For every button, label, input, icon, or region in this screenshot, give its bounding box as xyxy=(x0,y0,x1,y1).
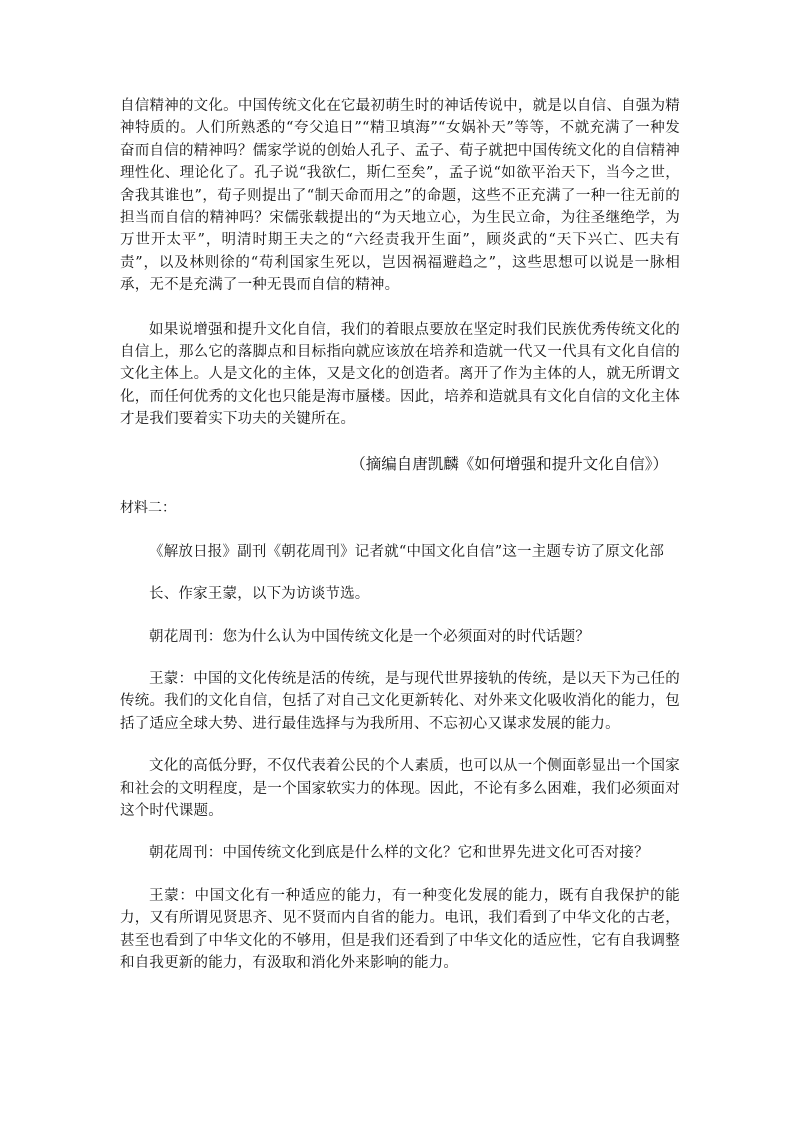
material-one-paragraph-1: 自信精神的文化。中国传统文化在它最初萌生时的神话传说中，就是以自信、自强为精神特质的。人们所熟悉的“夸父追日”“精卫填海”“女娲补天”等等，不就充满了一种发奋而自信的精神吗？儒家学说的创始人孔子、孟子、荀子就把中国传统文化的自信精神理性化、理论化了。孔子说“我欲仁，斯仁至矣”，孟子说“如欲平治天下，当今之世，舍我其谁也”，荀子则提出了“制天命而用之”的命题，这些不正充满了一种一往无前的担当而自信的精神吗？宋儒张载提出的“为天地立心，为生民立命，为往圣继绝学，为万世开太平”，明清时期王夫之的“六经责我开生面”，顾炎武的“天下兴亡、匹夫有责”，以及林则徐的“苟利国家生死以，岂因祸福避趋之”，这些思想可以说是一脉相承，无不是充满了一种无畏而自信的精神。 xyxy=(120,98,680,294)
interview-answer-1-part-1: 王蒙：中国的文化传统是活的传统，是与现代世界接轨的传统，是以天下为己任的传统。我们的文化自信，包括了对自己文化更新转化、对外来文化吸收消化的能力，包括了适应全球大势、进行最佳选择与为我所用、不忘初心又谋求发展的能力。 xyxy=(120,670,680,732)
interview-answer-2: 王蒙：中国文化有一种适应的能力，有一种变化发展的能力，既有自我保护的能力，又有所谓见贤思齐、见不贤而内自省的能力。电讯，我们看到了中华文化的古老，甚至也看到了中华文化的不够用，但是我们还看到了中华文化的适应性，它有自我调整和自我更新的能力，有汲取和消化外来影响的能力。 xyxy=(120,887,680,971)
source-citation: （摘编自唐凯麟《如何增强和提升文化自信》） xyxy=(350,454,668,473)
material-two-heading: 材料二： xyxy=(120,499,176,516)
interview-question-2: 朝花周刊：中国传统文化到底是什么样的文化？它和世界先进文化可否对接？ xyxy=(149,845,649,862)
interview-question-1: 朝花周刊：您为什么认为中国传统文化是一个必须面对的时代话题？ xyxy=(149,628,590,645)
interview-intro-line-1: 《解放日报》副刊《朝花周刊》记者就“中国文化自信”这一主题专访了原文化部 xyxy=(149,543,665,560)
material-one-paragraph-2: 如果说增强和提升文化自信，我们的着眼点要放在坚定时我们民族优秀传统文化的自信上，那么它的落脚点和目标指向就应该放在培养和造就一代又一代具有文化自信的文化主体上。人是文化的主体，又是文化的创造者。离开了作为主体的人，就无所谓文化，而任何优秀的文化也只能是海市蜃楼。因此，培养和造就具有文化自信的文化主体才是我们要着实下功夫的关键所在。 xyxy=(120,321,680,428)
interview-intro-line-2: 长、作家王蒙，以下为访谈节选。 xyxy=(149,586,370,603)
document-page xyxy=(120,95,680,974)
interview-answer-1-part-2: 文化的高低分野，不仅代表着公民的个人素质，也可以从一个侧面彰显出一个国家和社会的文明程度，是一个国家软实力的体现。因此，不论有多么困难，我们必须面对这个时代课题。 xyxy=(120,758,680,819)
